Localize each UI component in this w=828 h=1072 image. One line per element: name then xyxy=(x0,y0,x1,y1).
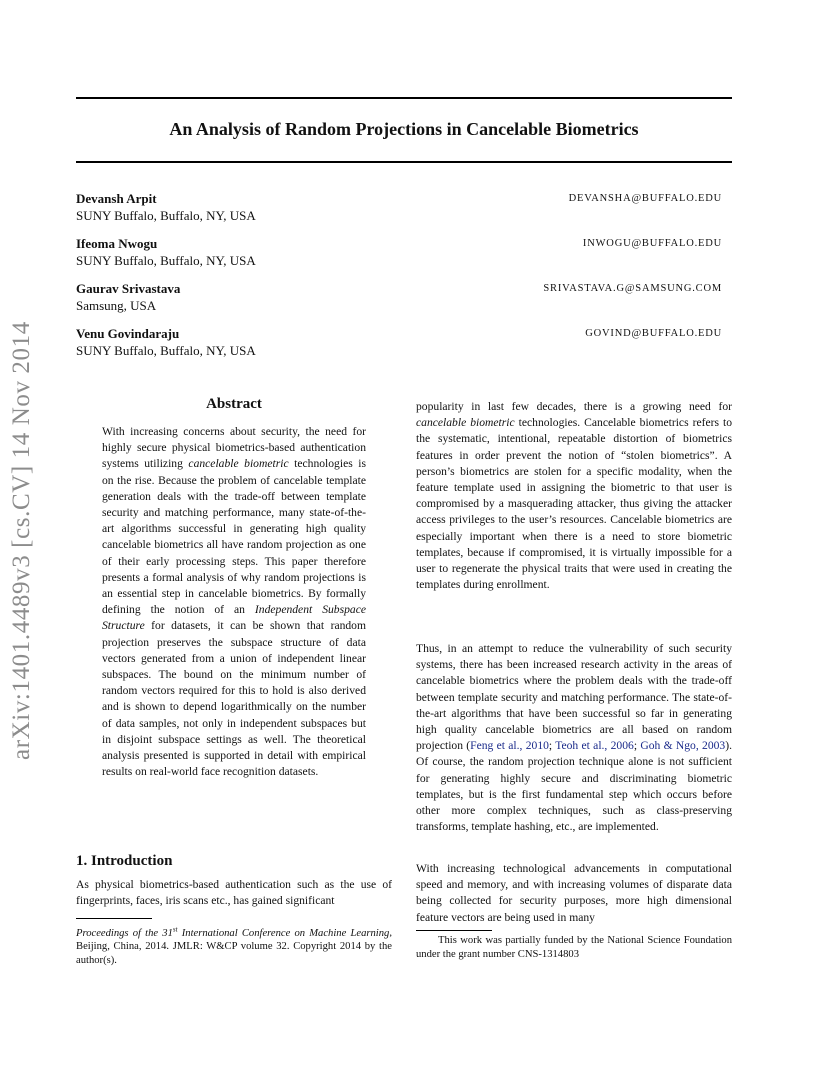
author-affiliation: SUNY Buffalo, Buffalo, NY, USA xyxy=(76,208,256,223)
citation-link[interactable]: Feng et al., 2010 xyxy=(470,739,549,753)
introduction-heading: 1. Introduction xyxy=(76,853,173,869)
arxiv-identifier: arXiv:1401.4489v3 [cs.CV] 14 Nov 2014 xyxy=(8,321,35,760)
author-block xyxy=(76,190,732,224)
funding-footnote: This work was partially funded by the National Science Foundation under the grant number CNS-1314803 xyxy=(416,935,732,960)
author-block xyxy=(76,325,732,359)
author-block xyxy=(76,235,732,269)
author-affiliation: SUNY Buffalo, Buffalo, NY, USA xyxy=(76,343,256,358)
proceedings-footnote: Proceedings of the 31st International Conference on Machine Learning, Beijing, China, 2014. JMLR: W&CP volume 32. Copyright 2014 by the author(s). xyxy=(76,925,392,966)
author-affiliation: SUNY Buffalo, Buffalo, NY, USA xyxy=(76,253,256,268)
author-name: Ifeoma Nwogu xyxy=(76,236,158,251)
author-affiliation: Samsung, USA xyxy=(76,298,157,313)
author-name: Gaurav Srivastava xyxy=(76,281,181,296)
footnote-rule xyxy=(76,918,152,919)
citation-link[interactable]: Goh & Ngo, 2003 xyxy=(640,739,726,753)
author-name: Devansh Arpit xyxy=(76,191,157,206)
footnote-rule xyxy=(416,930,492,931)
introduction-text: As physical biometrics-based authentication such as the use of fingerprints, faces, iris scans etc., has gained significant xyxy=(76,878,392,908)
author-email[interactable]: DEVANSHA@BUFFALO.EDU xyxy=(568,193,722,204)
intro-paragraph: With increasing technological advancements in computational speed and memory, and with increasing volumes of disparate data being collected for security purposes, more high dimensional feature vectors are being used in many xyxy=(416,862,732,924)
abstract-text: With increasing concerns about security, the need for highly secure physical biometrics-based authentication systems utilizing cancelable biometric technologies is on the rise. Because the problem of cancelable template generation deals with the trade-off between template security and matching performance, many state-of-the-art algorithms successful in generating high quality cancelable biometrics all have random projection as one of their early processing steps. This paper therefore presents a formal analysis of why random projections is an essential step in cancelable biometrics. By formally defining the notion of an Independent Subspace Structure for datasets, it can be shown that random projection preserves the subspace structure of data vectors generated from a union of independent linear subspaces. The bound on the minimum number of random vectors required for this to hold is also derived and is shown to depend logarithmically on the number of data samples, not only in independent subspaces but in disjoint subspace settings as well. The theoretical analysis presented is supported in detail with empirical results on real-world face recognition datasets. xyxy=(102,425,366,779)
author-email[interactable]: GOVIND@BUFFALO.EDU xyxy=(585,328,722,339)
intro-paragraph: popularity in last few decades, there is a growing need for cancelable biometric technologies. Cancelable biometrics refers to the systematic, intentional, repeatable distortion of biometrics features in order prevent the notion of “stolen biometrics”. A person’s biometrics are stolen for a specific modality, when the feature template used in assigning the biometric to that user is compromised by a masquerading attacker, thus giving the attacker access privileges to the user’s resources. Cancelable biometrics are especially important when there is a need to store biometric templates, because if compromised, it is virtually impossible for a user to regenerate the physical traits that were used in creating the templates during enrollment. xyxy=(416,400,732,592)
author-email[interactable]: INWOGU@BUFFALO.EDU xyxy=(582,238,722,249)
author-email[interactable]: SRIVASTAVA.G@SAMSUNG.COM xyxy=(543,283,722,294)
intro-paragraph: Thus, in an attempt to reduce the vulnerability of such security systems, there has been increased research activity in the areas of cancelable biometrics where the problem deals with the trade-off between template security and matching performance. The state-of-the-art algorithms that have been successful so far in generating high quality cancelable biometrics are all based on random projection (Feng et al., 2010; Teoh et al., 2006; Goh & Ngo, 2003). Of course, the random projection technique alone is not sufficient for generating highly secure and discriminating biometric templates, but is the first fundamental step which occurs before other more complex techniques, such as class-preserving transforms, template hashing, etc., are implemented. xyxy=(416,642,732,834)
author-block xyxy=(76,280,732,314)
abstract-heading: Abstract xyxy=(206,396,262,412)
paper-title: An Analysis of Random Projections in Cancelable Biometrics xyxy=(169,119,639,139)
citation-link[interactable]: Teoh et al., 2006 xyxy=(555,739,634,753)
title-bottom-rule xyxy=(76,161,732,163)
author-name: Venu Govindaraju xyxy=(76,326,180,341)
title-top-rule xyxy=(76,97,732,99)
